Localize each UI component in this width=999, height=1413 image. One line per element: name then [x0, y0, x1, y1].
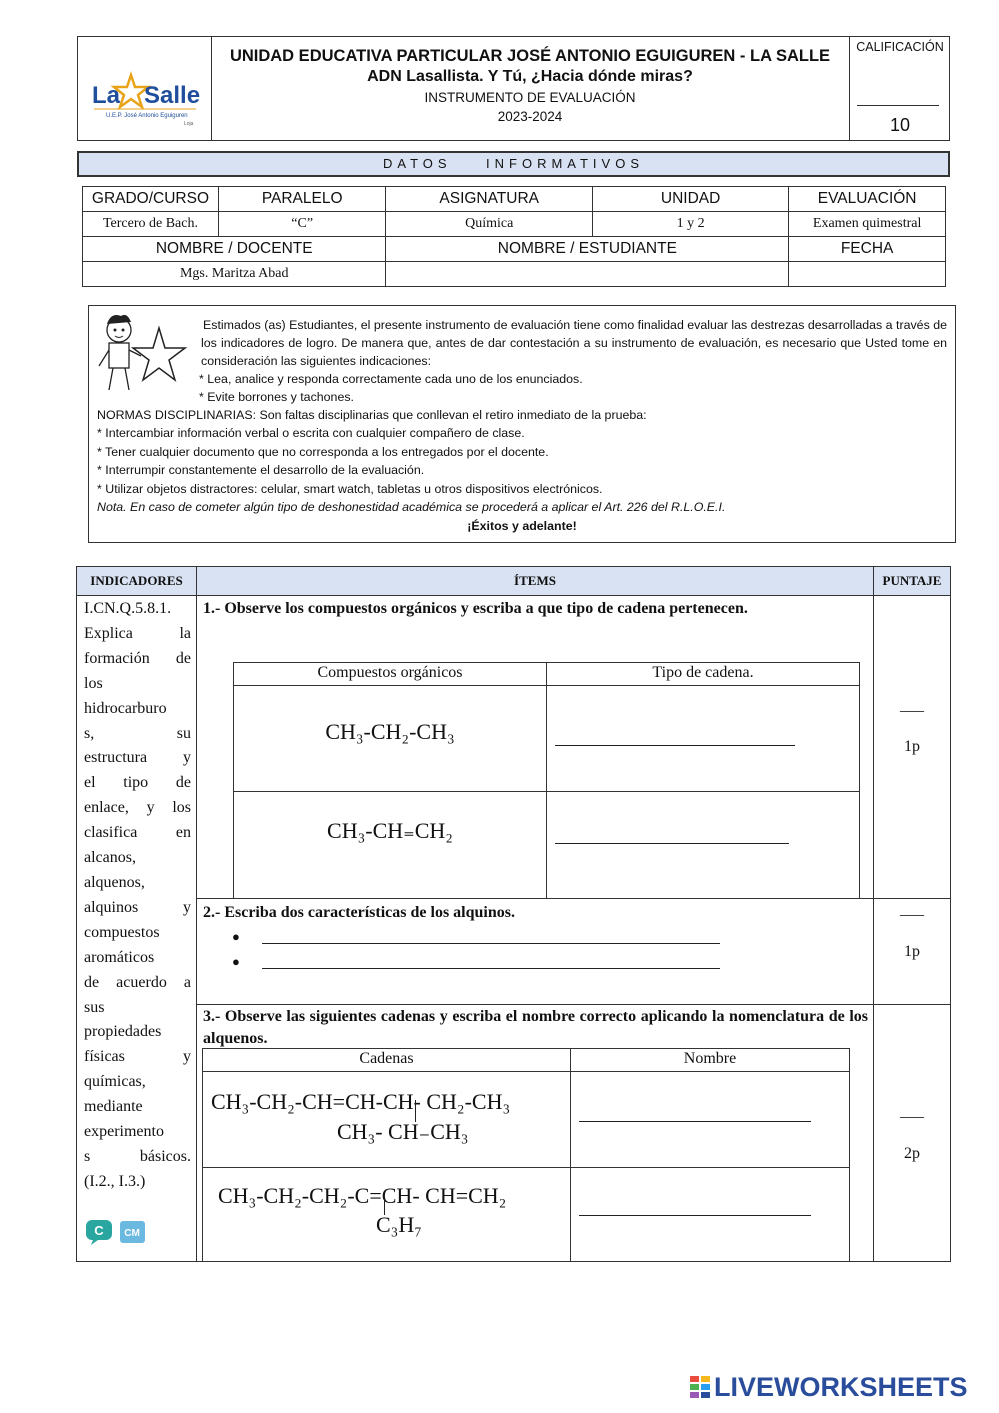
instructions-intro: Estimados (as) Estudiantes, el presente instrumento de evaluación tiene como finalidad evaluar las destrezas desarrolladas a través de los indicadores de logro. De manera que, antes de dar contestación a su instrumento de evaluación, es necesario que Usted tome en consideración las siguientes indicaciones: [201, 318, 947, 369]
value-paralelo: “C” [218, 212, 386, 237]
header-unidad: UNIDAD [592, 187, 788, 212]
q3-chain-1-branch: CH₃- CH₋CH₃ [337, 1119, 469, 1144]
q3-table [202, 1048, 850, 1262]
q2-text: 2.- Escriba dos características de los alquinos. [203, 904, 515, 921]
info-value-row [83, 212, 946, 237]
closing-text: ¡Éxitos y adelante! [467, 519, 577, 533]
header-estudiante: NOMBRE / ESTUDIANTE [386, 237, 789, 262]
q2-answer-2-field[interactable] [262, 968, 720, 969]
q3-text: 3.- Observe las siguientes cadenas y escriba el nombre correcto aplicando la nomenclatura de los alquenos. [203, 1008, 868, 1047]
q3-chain-2-main: CH₃-CH₂-CH₂-C=CH- CH=CH₂ [218, 1183, 507, 1208]
grade-label: CALIFICACIÓN [856, 40, 944, 54]
title-cell [211, 37, 849, 140]
q1-col-compuestos: Compuestos orgánicos [317, 664, 463, 681]
liveworksheets-icon [690, 1376, 712, 1402]
q1-points: 1p [904, 738, 920, 755]
q2-points: 1p [904, 943, 920, 960]
grade-cell [849, 37, 950, 140]
value-fecha-field[interactable] [789, 262, 946, 287]
header-docente: NOMBRE / DOCENTE [83, 237, 386, 262]
la-salle-logo [92, 67, 202, 127]
value-asignatura: Química [386, 212, 592, 237]
school-year: 2023-2024 [497, 109, 563, 124]
svg-text:U.E.P. José Antonio Eguiguren: U.E.P. José Antonio Eguiguren [106, 113, 188, 119]
q2-answer-1-field[interactable] [262, 943, 720, 944]
q1-table [233, 662, 860, 899]
q1-compound-1: CH₃-CH₂-CH₃ [325, 719, 455, 744]
q1-col-tipo: Tipo de cadena. [652, 664, 754, 681]
value-unidad: 1 y 2 [592, 212, 788, 237]
info-value-row-2 [83, 262, 946, 287]
col-items: ÍTEMS [197, 567, 873, 595]
info-table [82, 186, 946, 287]
datos-informativos-bar: DATOS INFORMATIVOS [77, 151, 950, 177]
header-grado: GRADO/CURSO [83, 187, 219, 212]
instructions-box [88, 305, 956, 543]
svg-text:Salle: Salle [144, 82, 201, 109]
logo-text-la: La [92, 82, 121, 109]
q3-answer-1-field[interactable] [579, 1121, 811, 1122]
student-star-illustration [97, 308, 187, 396]
value-evaluacion: Examen quimestral [789, 212, 946, 237]
tip-1: * Lea, analice y responda correctamente cada uno de los enunciados. [199, 372, 583, 386]
col-indicadores: INDICADORES [77, 567, 196, 595]
info-header-row-2 [83, 237, 946, 262]
q3-answer-2-field[interactable] [579, 1215, 811, 1216]
grade-line [857, 105, 939, 106]
indicator-text: I.CN.Q.5.8.1. Explica la formación de los hidrocarburo s, su estructura y el tipo de enlace, y los clasifica en alcanos, alquenos, alquinos y compuestos aromáticos de acuerdo a sus propiedades físicas y químicas, mediante experimento s básicos. (I.2., I.3.) [84, 600, 191, 1190]
svg-text:CM: CM [124, 1228, 140, 1239]
norm-1: * Intercambiar información verbal o escrita con cualquier compañero de clase. [97, 426, 525, 440]
header-evaluacion: EVALUACIÓN [789, 187, 946, 212]
header-paralelo: PARALELO [218, 187, 386, 212]
info-header-row [83, 187, 946, 212]
school-motto: ADN Lasallista. Y Tú, ¿Hacia dónde miras? [367, 68, 693, 85]
competency-icons [85, 1217, 147, 1247]
q2-points-blank[interactable]: ___ [900, 901, 924, 918]
instrument-title: INSTRUMENTO DE EVALUACIÓN [424, 90, 636, 105]
svg-text:C: C [94, 1223, 104, 1238]
bullet-icon: ● [232, 929, 240, 944]
col-puntaje: PUNTAJE [874, 567, 950, 595]
col-divider-1 [196, 567, 197, 1261]
q1-points-blank[interactable]: ___ [900, 697, 924, 714]
value-docente: Mgs. Maritza Abad [83, 262, 386, 287]
header-fecha: FECHA [789, 237, 946, 262]
q1-compound-2: CH₃-CH₌CH₂ [327, 818, 453, 843]
row-divider-2 [196, 1004, 950, 1005]
q3-col-cadenas: Cadenas [359, 1050, 414, 1067]
q1-text: 1.- Observe los compuestos orgánicos y escriba a que tipo de cadena pertenecen. [203, 600, 748, 617]
brand-text: LIVEWORKSHEETS [714, 1372, 968, 1402]
q1-answer-1-field[interactable] [555, 745, 795, 746]
header-divider [77, 595, 950, 596]
header-asignatura: ASIGNATURA [386, 187, 592, 212]
logo-cell [78, 37, 212, 140]
evaluation-table [76, 566, 951, 1262]
bullet-icon: ● [232, 954, 240, 969]
svg-text:Loja: Loja [184, 121, 194, 127]
norm-4: * Utilizar objetos distractores: celular, smart watch, tabletas u otros dispositivos electrónicos. [97, 482, 603, 496]
norm-3: * Interrumpir constantemente el desarrollo de la evaluación. [97, 463, 425, 477]
value-estudiante-field[interactable] [386, 262, 789, 287]
q3-points-blank[interactable]: ___ [900, 1103, 924, 1120]
q3-chain-1-main: CH₃-CH₂-CH=CH-CH- CH₂-CH₃ [211, 1089, 511, 1114]
honesty-note: Nota. En caso de cometer algún tipo de deshonestidad académica se procederá a aplicar el Art. 226 del R.L.O.E.I. [97, 500, 726, 514]
norm-2: * Tener cualquier documento que no corresponda a los entregados por el docente. [97, 445, 549, 459]
q3-chain-2-branch: C₃H₇ [376, 1212, 422, 1237]
norms-title: NORMAS DISCIPLINARIAS: Son faltas disciplinarias que conllevan el retiro inmediato de la prueba: [97, 408, 647, 422]
document-header [77, 36, 950, 141]
q3-points: 2p [904, 1145, 920, 1162]
school-name: UNIDAD EDUCATIVA PARTICULAR JOSÉ ANTONIO EGUIGUREN - LA SALLE [229, 47, 831, 65]
tip-2: * Evite borrones y tachones. [199, 390, 354, 404]
q1-answer-2-field[interactable] [555, 843, 789, 844]
value-grado: Tercero de Bach. [83, 212, 219, 237]
q3-col-nombre: Nombre [683, 1050, 737, 1067]
grade-value: 10 [889, 115, 911, 135]
